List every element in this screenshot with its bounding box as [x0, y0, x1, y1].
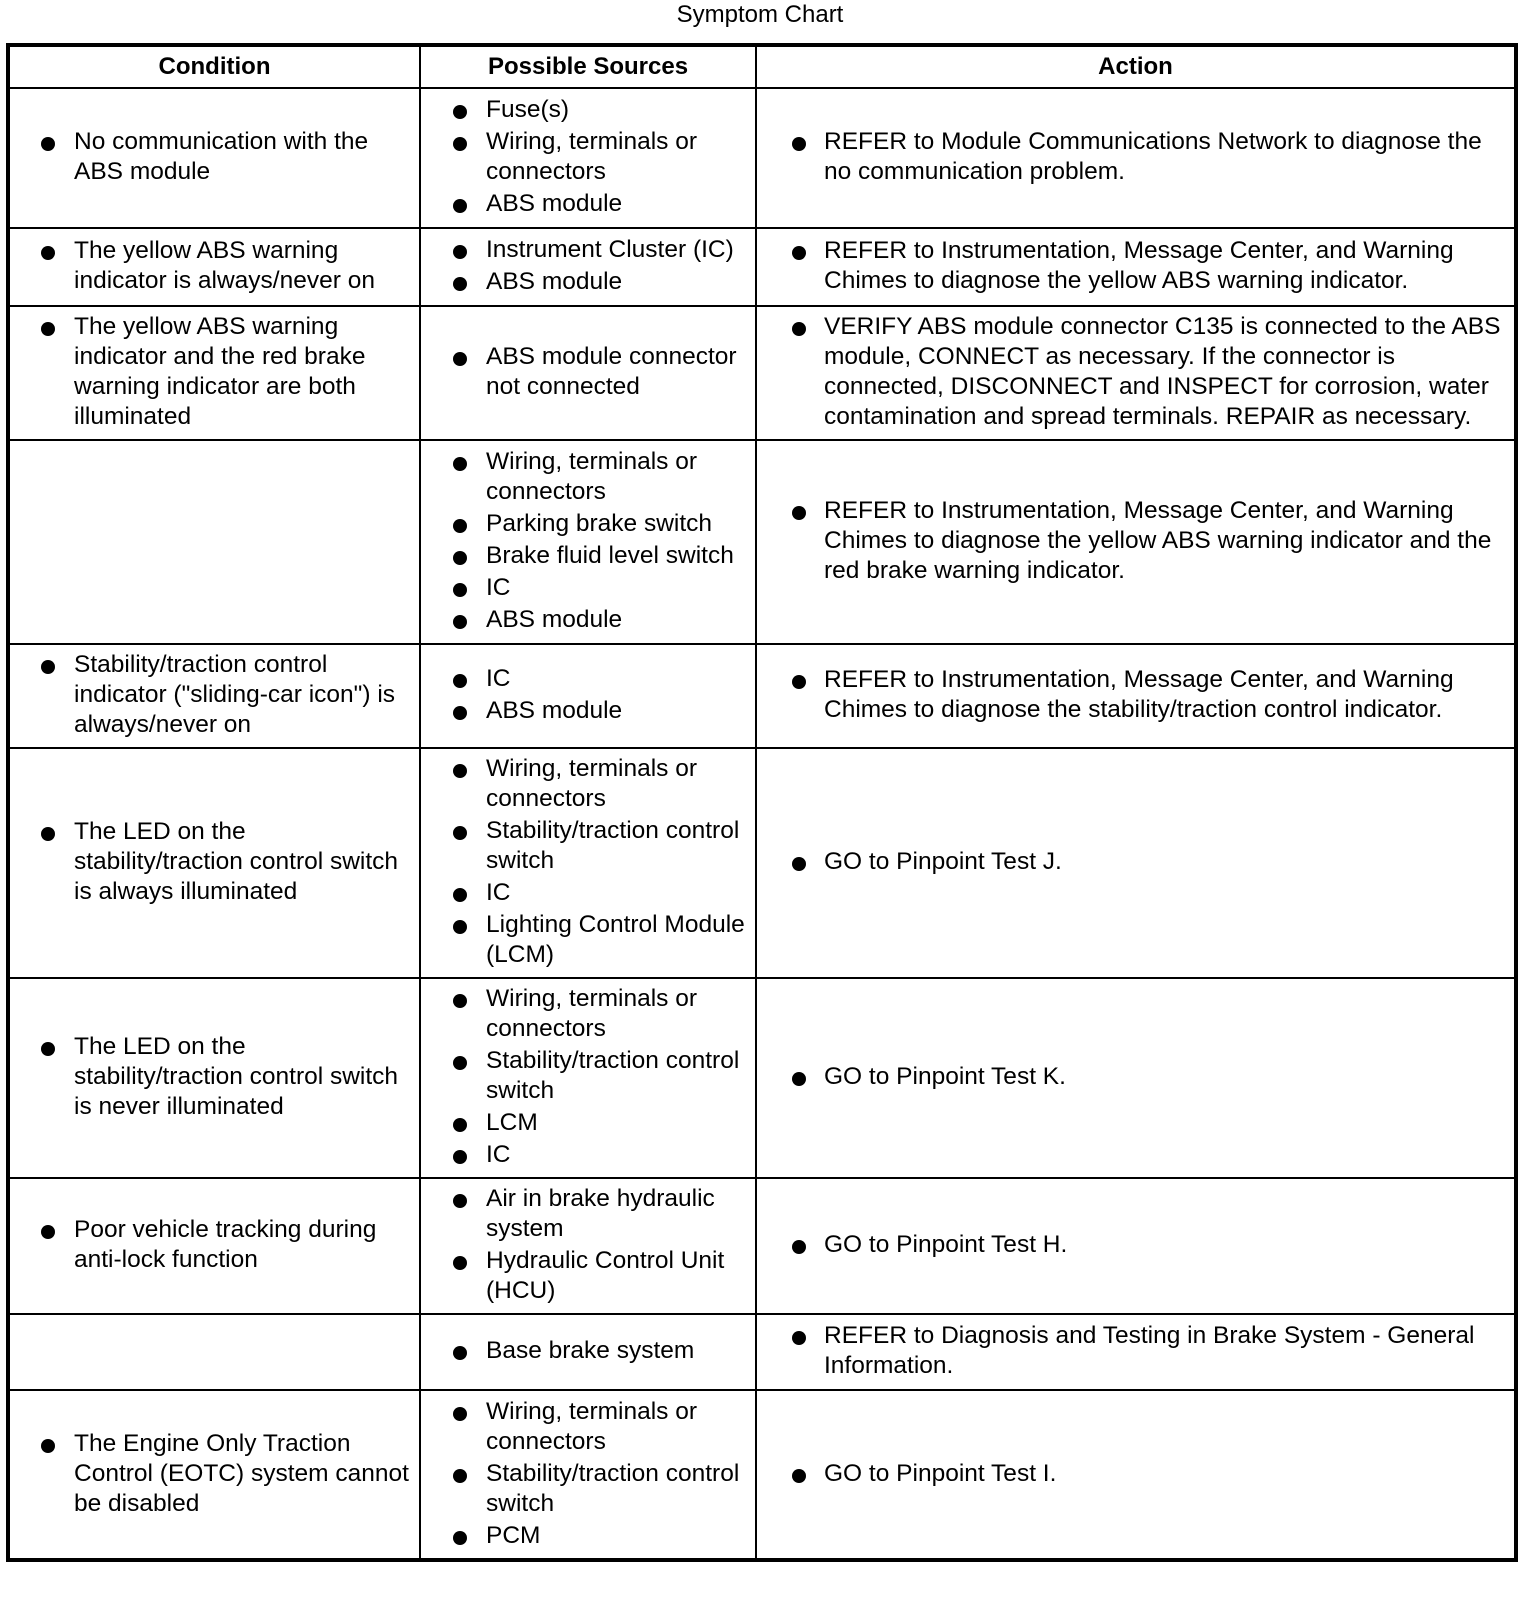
possible-sources-cell [420, 748, 756, 978]
condition-list [18, 312, 411, 432]
bullet-item: GO to Pinpoint Test H. [765, 1230, 1506, 1260]
action-cell [756, 306, 1516, 440]
condition-list [18, 1032, 411, 1122]
sources-list [429, 1184, 747, 1306]
sources-list [429, 1397, 747, 1551]
bullet-item: GO to Pinpoint Test J. [765, 847, 1506, 877]
sources-list [429, 447, 747, 635]
bullet-item: ABS module [429, 189, 747, 219]
action-list [765, 1321, 1506, 1381]
condition-list [18, 650, 411, 740]
condition-cell [8, 1314, 420, 1390]
bullet-item: The yellow ABS warning indicator is always/never on [18, 236, 411, 296]
bullet-item: ABS module [429, 267, 747, 297]
action-cell [756, 1178, 1516, 1314]
condition-list [18, 236, 411, 296]
bullet-item: Wiring, terminals or connectors [429, 447, 747, 507]
bullet-item: Brake fluid level switch [429, 541, 747, 571]
action-cell [756, 88, 1516, 228]
bullet-item: Wiring, terminals or connectors [429, 127, 747, 187]
bullet-item: Fuse(s) [429, 95, 747, 125]
table-row [8, 440, 1516, 644]
bullet-item: The Engine Only Traction Control (EOTC) system cannot be disabled [18, 1429, 411, 1519]
sources-list [429, 984, 747, 1170]
bullet-item: Hydraulic Control Unit (HCU) [429, 1246, 747, 1306]
action-list [765, 1459, 1506, 1489]
action-list [765, 236, 1506, 296]
condition-cell [8, 440, 420, 644]
bullet-item: Stability/traction control switch [429, 816, 747, 876]
bullet-item: Lighting Control Module (LCM) [429, 910, 747, 970]
action-cell [756, 228, 1516, 306]
condition-list [18, 817, 411, 907]
action-list [765, 665, 1506, 725]
bullet-item: REFER to Diagnosis and Testing in Brake System - General Information. [765, 1321, 1506, 1381]
bullet-item: ABS module connector not connected [429, 342, 747, 402]
sources-list [429, 1336, 747, 1366]
bullet-item: Poor vehicle tracking during anti-lock function [18, 1215, 411, 1275]
action-cell [756, 440, 1516, 644]
action-cell [756, 978, 1516, 1178]
bullet-item: VERIFY ABS module connector C135 is connected to the ABS module, CONNECT as necessary. If the connector is connected, DISCONNECT and INSPECT for corrosion, water contamination and spread terminals. REPAIR as necessary. [765, 312, 1506, 432]
bullet-item: IC [429, 573, 747, 603]
condition-cell [8, 1390, 420, 1560]
bullet-item: Base brake system [429, 1336, 747, 1366]
bullet-item: PCM [429, 1521, 747, 1551]
possible-sources-cell [420, 1314, 756, 1390]
bullet-item: GO to Pinpoint Test I. [765, 1459, 1506, 1489]
table-row [8, 306, 1516, 440]
bullet-item: Wiring, terminals or connectors [429, 1397, 747, 1457]
bullet-item: Stability/traction control switch [429, 1459, 747, 1519]
action-cell [756, 644, 1516, 748]
action-cell [756, 1390, 1516, 1560]
sources-list [429, 664, 747, 726]
sources-list [429, 95, 747, 219]
symptom-chart-table [6, 43, 1518, 1562]
possible-sources-cell [420, 440, 756, 644]
bullet-item: No communication with the ABS module [18, 127, 411, 187]
table-row [8, 1178, 1516, 1314]
possible-sources-cell [420, 228, 756, 306]
action-list [765, 847, 1506, 877]
bullet-item: The yellow ABS warning indicator and the red brake warning indicator are both illuminated [18, 312, 411, 432]
condition-cell [8, 978, 420, 1178]
bullet-item: IC [429, 664, 747, 694]
table-row [8, 748, 1516, 978]
bullet-item: IC [429, 878, 747, 908]
condition-list [18, 127, 411, 187]
bullet-item: Air in brake hydraulic system [429, 1184, 747, 1244]
bullet-item: LCM [429, 1108, 747, 1138]
sources-list [429, 235, 747, 297]
table-row [8, 1314, 1516, 1390]
bullet-item: The LED on the stability/traction control switch is never illuminated [18, 1032, 411, 1122]
bullet-item: Stability/traction control indicator ("sliding-car icon") is always/never on [18, 650, 411, 740]
condition-list [18, 1215, 411, 1275]
bullet-item: Parking brake switch [429, 509, 747, 539]
page-title: Symptom Chart [676, 1, 844, 28]
action-cell [756, 1314, 1516, 1390]
header-action: Action [756, 45, 1516, 88]
header-condition: Condition [8, 45, 420, 88]
action-cell [756, 748, 1516, 978]
condition-cell [8, 748, 420, 978]
bullet-item: ABS module [429, 605, 747, 635]
action-list [765, 496, 1506, 586]
table-row [8, 228, 1516, 306]
possible-sources-cell [420, 644, 756, 748]
condition-cell [8, 644, 420, 748]
bullet-item: GO to Pinpoint Test K. [765, 1062, 1506, 1092]
bullet-item: Stability/traction control switch [429, 1046, 747, 1106]
bullet-item: Wiring, terminals or connectors [429, 984, 747, 1044]
action-list [765, 1062, 1506, 1092]
header-row [8, 45, 1516, 88]
condition-cell [8, 228, 420, 306]
bullet-item: REFER to Instrumentation, Message Center, and Warning Chimes to diagnose the stability/traction control indicator. [765, 665, 1506, 725]
table-row [8, 88, 1516, 228]
header-possible-sources: Possible Sources [420, 45, 756, 88]
condition-cell [8, 1178, 420, 1314]
action-list [765, 1230, 1506, 1260]
bullet-item: Wiring, terminals or connectors [429, 754, 747, 814]
condition-cell [8, 88, 420, 228]
table-row [8, 1390, 1516, 1560]
table-body [8, 88, 1516, 1560]
bullet-item: The LED on the stability/traction control switch is always illuminated [18, 817, 411, 907]
table-row [8, 978, 1516, 1178]
possible-sources-cell [420, 1178, 756, 1314]
sources-list [429, 342, 747, 402]
bullet-item: REFER to Instrumentation, Message Center, and Warning Chimes to diagnose the yellow ABS warning indicator. [765, 236, 1506, 296]
possible-sources-cell [420, 1390, 756, 1560]
possible-sources-cell [420, 88, 756, 228]
condition-cell [8, 306, 420, 440]
table-row [8, 644, 1516, 748]
action-list [765, 127, 1506, 187]
bullet-item: REFER to Instrumentation, Message Center, and Warning Chimes to diagnose the yellow ABS warning indicator and the red brake warning indicator. [765, 496, 1506, 586]
bullet-item: REFER to Module Communications Network to diagnose the no communication problem. [765, 127, 1506, 187]
action-list [765, 312, 1506, 432]
sources-list [429, 754, 747, 970]
bullet-item: IC [429, 1140, 747, 1170]
bullet-item: Instrument Cluster (IC) [429, 235, 747, 265]
possible-sources-cell [420, 306, 756, 440]
condition-list [18, 1429, 411, 1519]
possible-sources-cell [420, 978, 756, 1178]
bullet-item: ABS module [429, 696, 747, 726]
